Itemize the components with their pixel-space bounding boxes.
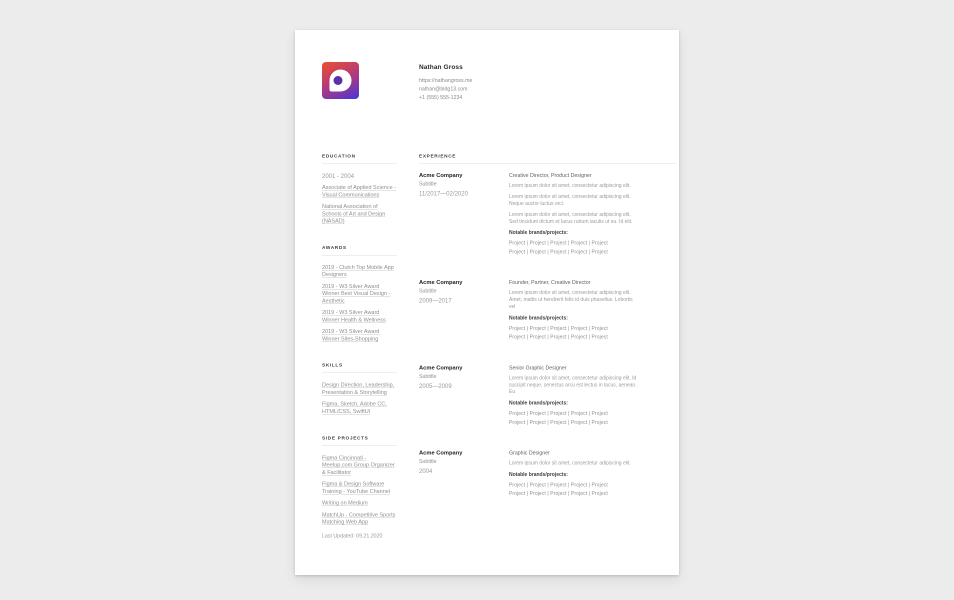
entry-dates: 2004 [419,467,433,475]
person-name: Nathan Gross [419,63,463,71]
entry-detail [509,365,640,427]
entry-meta [419,173,509,257]
entry-detail [509,450,640,498]
award-item: 2019 - W3 Silver Award Winner Best Visual Design - Aesthetic [322,283,391,304]
entry-meta [419,365,509,427]
education-dates: 2001 - 2004 [322,172,355,180]
project-row: Project | Project | Project | Project | Project [509,249,608,255]
page-wrapper [295,30,679,575]
role-title: Senior Graphic Designer [509,364,567,371]
entry-paragraph: Lorem ipsum dolor sit amet, consectetur adipiscing elit. [509,460,631,467]
entry-detail [509,280,640,342]
entry-paragraph: Lorem ipsum dolor sit amet, consectetur adipiscing elit. Sed tincidunt dictum et lacus rutrum iaculis ut eu. Id elit. [509,211,633,225]
resume-page [295,30,679,575]
entry-paragraph: Lorem ipsum dolor sit amet, consectetur adipiscing elit. Id suscipit neque, senectus arcu est lectus in lacus, aenean. Eu [509,375,637,395]
side-project-item: Figma Cincinnati - Meetup.com Group Organizer & Facilitator [322,454,395,476]
notable-label: Notable brands/projects: [509,315,568,321]
entry-dates: 2005—2009 [419,382,452,390]
side-project-item: Writing on Medium [322,500,368,507]
award-item: 2019 - W3 Silver Award Winner Health & Wellness [322,309,386,323]
content-columns [322,154,676,546]
project-row: Project | Project | Project | Project | Project [509,491,608,497]
experience-section [419,154,676,546]
experience-title: EXPERIENCE [419,154,676,165]
page-header [322,62,676,102]
education-item: National Association of Schools of Art and Design (NASAD) [322,203,386,225]
notable-label: Notable brands/projects: [509,230,568,236]
role-title: Graphic Designer [509,450,550,457]
role-title: Founder, Partner, Creative Director [509,279,591,286]
skills-title: SKILLS [322,363,397,374]
role-title: Creative Director, Product Designer [509,172,592,179]
project-row: Project | Project | Project | Project | Project [509,419,608,426]
project-row: Project | Project | Project | Project | Project [509,325,608,332]
side-project-item: MatchUp - Competitive Sports Matching Web App [322,511,396,526]
entry-paragraph: Lorem ipsum dolor sit amet, consectetur adipiscing elit. Amet, mattis ut hendrerit felis id duis phasellus. Lobortis vel [509,290,633,310]
side-projects-title: SIDE PROJECTS [322,435,397,446]
experience-entry [419,173,676,257]
entry-dates: 2009—2017 [419,297,452,305]
project-row: Project | Project | Project | Project | Project [509,482,608,488]
speech-bubble-icon [330,70,352,92]
experience-entry [419,365,676,427]
section-skills [322,363,397,416]
website-link[interactable]: https://nathangross.me [419,77,473,84]
last-updated-text: Last Updated: 09.21.2020 [322,533,383,539]
experience-entry [419,450,676,498]
company-subtitle: Subtitle [419,288,437,295]
sidebar [322,154,397,546]
entry-dates: 11/2017—02/2020 [419,190,468,198]
project-row: Project | Project | Project | Project | Project [509,240,608,247]
project-row: Project | Project | Project | Project | Project [509,334,608,341]
section-education [322,154,397,225]
company-name: Acme Company [419,172,463,179]
section-awards [322,245,397,343]
entry-detail [509,173,640,257]
company-subtitle: Subtitle [419,373,437,380]
award-item: 2019 - Clutch Top Mobile App Designers [322,264,394,278]
skill-item: Figma, Sketch, Adobe CC, HTML/CSS, SwiftUI [322,401,387,415]
skill-item: Design Direction, Leadership, Presentation & Storytelling [322,382,395,396]
company-name: Acme Company [419,364,463,371]
notable-label: Notable brands/projects: [509,400,568,407]
project-row: Project | Project | Project | Project | Project [509,411,608,417]
entry-paragraph: Lorem ipsum dolor sit amet, consectetur adipiscing elit. [509,183,631,189]
brand-logo [322,62,359,99]
contact-block [419,62,472,102]
section-side-projects [322,435,397,526]
logo-dot-icon [334,76,343,85]
email-link[interactable]: nathan@bldg13.com [419,85,468,92]
experience-entry [419,280,676,342]
side-project-item: Figma & Design Software Training - YouTube Channel [322,481,391,495]
company-name: Acme Company [419,450,463,457]
company-subtitle: Subtitle [419,458,437,465]
award-item: 2019 - W3 Silver Award Winner Sites-Shopping [322,328,380,342]
education-title: EDUCATION [322,154,397,165]
awards-title: AWARDS [322,245,397,256]
entry-paragraph: Lorem ipsum dolor sit amet, consectetur adipiscing elit. Neque auctor luctus orci. [509,194,631,207]
notable-label: Notable brands/projects: [509,471,568,478]
company-name: Acme Company [419,279,463,286]
entry-meta [419,450,509,498]
entry-meta [419,280,509,342]
company-subtitle: Subtitle [419,181,437,188]
education-item: Associate of Applied Science - Visual Communications [322,184,396,198]
phone-text: +1 (555) 555-1234 [419,94,463,101]
contact-links [419,77,472,102]
